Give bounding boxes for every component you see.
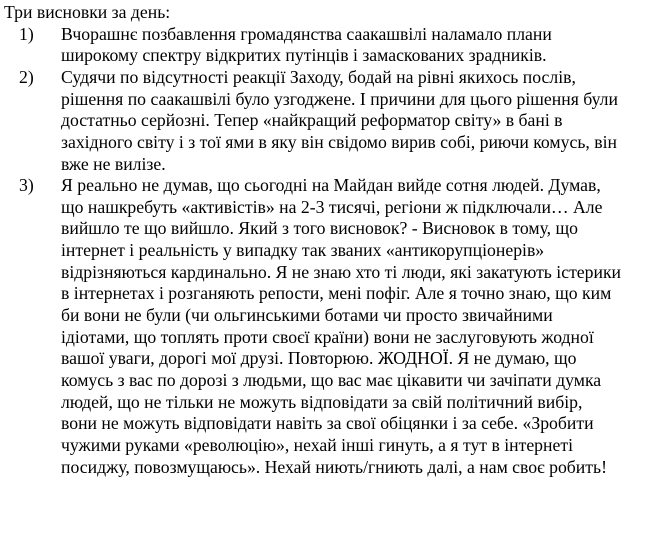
list-item-text-line: рішення по саакашвілі було узгоджене. І причини для цього рішення були [61,88,618,109]
list-item-text-line: що нашкребуть «активістів» на 2-3 тисячі, регіони ж підключали… Але [61,196,603,217]
list-item-text-line: інтернет і реальність у випадку так званих «антикорупціонерів» [61,240,545,261]
list-item-text-line: чужими руками «революцію», нехай інші гинуть, а я тут в інтернеті [61,434,573,455]
list-item [0,24,664,67]
list-item-text-line: посиджу, повозмущаюсь». Нехай ниють/гниють далі, а нам своє робить! [61,456,607,477]
list-item-text-line: західного світу і з тої ями в яку він свідомо вирив собі, риючи комусь, він [61,131,617,152]
list-item-text-line: ідіотами, що топлять проти своєї країни) вони не заслуговують жодної [61,326,594,347]
list-item-text-line: комусь з вас по дорозі з людьми, що вас має цікавити чи зачіпати думка [61,370,602,391]
list-item [0,175,664,478]
list-item-text-line: Судячи по відсутності реакції Заходу, бодай на рівні якихось послів, [61,66,576,87]
list-item-text-line: людей, що не тільки не можуть відповідати за свій політичний вибір, [61,391,583,412]
list-item [0,67,664,175]
list-item-text-line: достатньо серйозні. Тепер «найкращий реформатор світу» в бані в [61,110,563,131]
list-item-number: 2) [19,66,34,87]
list-item-text-line: Вчорашнє позбавлення громадянства саакашвілі наламало плани [61,23,552,44]
list-item-text-line: вашої уваги, дорогі мої друзі. Повторюю. ЖОДНОЇ. Я не думаю, що [61,348,577,369]
list-item-text-line: широкому спектру відкритих путінців і замаскованих зрадників. [61,45,547,66]
list-item-number: 3) [19,175,34,196]
list-item-text-line: вийшло те що вийшло. Який з того висновок? - Висновок в тому, що [61,218,578,239]
list-item-text-line: в інтернетах і розганяють репости, мені пофіг. Але я точно знаю, що ким [61,283,612,304]
list-item-text-line: відрізняються кардинально. Я не знаю хто ті люди, які закатують істерики [61,261,622,282]
list-item-text-line: вже не вилізе. [61,153,166,174]
list-item-number: 1) [19,23,34,44]
list-item-text-line: вони не можуть відповідати навіть за свої обіцянки і за себе. «Зробити [61,413,594,434]
list-item-text-line: Я реально не думав, що сьогодні на Майдан вийде сотня людей. Думав, [61,175,601,196]
document-title: Три висновки за день: [4,2,171,22]
list-item-text-line: би вони не були (чи ольгинськими ботами чи просто звичайними [61,305,553,326]
